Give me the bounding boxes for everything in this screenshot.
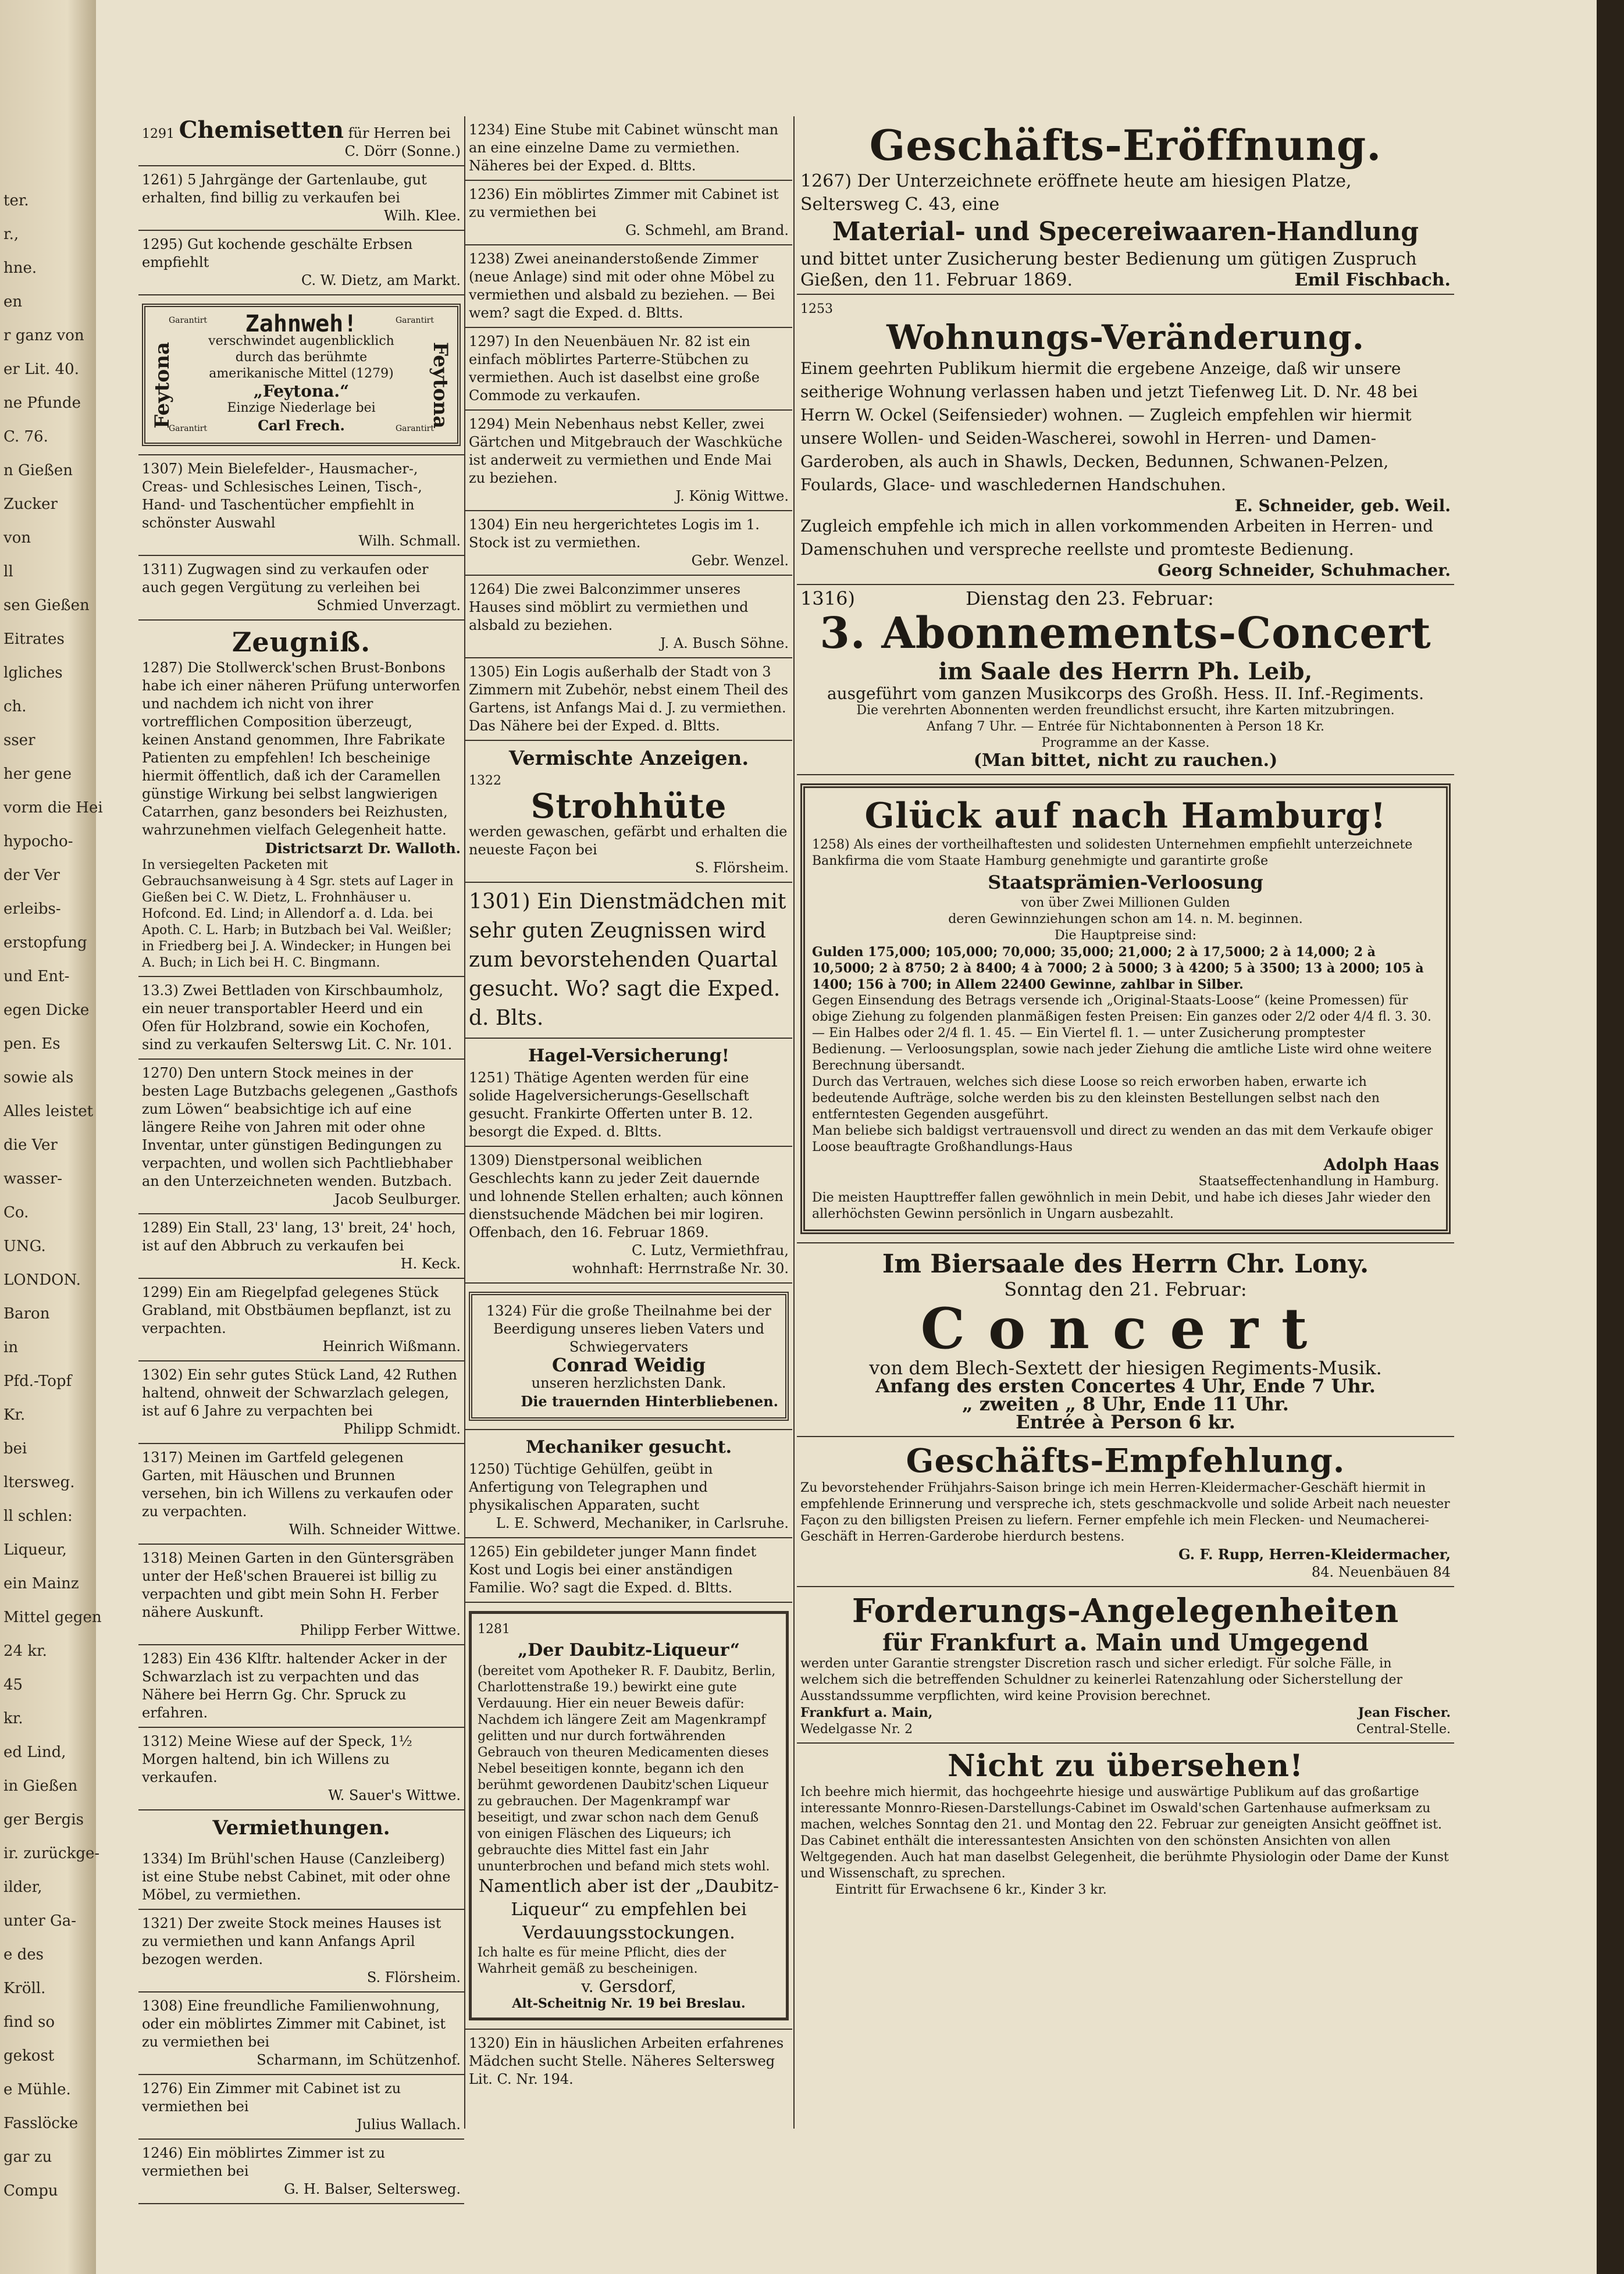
ad-signature: G. Schmehl, am Brand.	[625, 222, 789, 238]
ad-text: 1311) Zugwagen sind zu verkaufen oder auch gegen Vergütung zu verleihen bei	[142, 561, 429, 596]
strohhuete-head: Strohhüte	[530, 786, 727, 826]
stub-fragment: e des	[3, 1946, 44, 1963]
daubitz-highlight: Namentlich aber ist der „Daubitz-Liqueur“ zu empfehlen bei Verdauungsstockungen.	[478, 1876, 779, 1943]
stub-fragment: C. 76.	[3, 428, 48, 445]
forderungs-sub: für Frankfurt a. Main und Umgegend	[882, 1629, 1369, 1656]
ad-number: 1291	[142, 127, 174, 141]
ad-signature: C. Dörr (Sonne.)	[344, 143, 461, 159]
ad-number: 1322	[469, 774, 501, 788]
ad-signature: S. Flörsheim.	[695, 860, 789, 876]
stub-fragment: der Ver	[3, 867, 60, 884]
ad-item	[138, 2075, 464, 2140]
ad-signature: Central-Stelle.	[1356, 1722, 1451, 1737]
stub-fragment: Mittel gegen	[3, 1609, 102, 1626]
ad-date: Gießen, den 11. Februar 1869.	[800, 270, 1073, 290]
stub-fragment: hypocho-	[3, 833, 73, 850]
ad-signature: Emil Fischbach.	[1294, 270, 1451, 290]
ad-item	[465, 658, 792, 741]
ad-item	[138, 1845, 464, 1910]
zeugniss-stockists: In versiegelten Packeten mit Gebrauchsanweisung à 4 Sgr. stets auf Lager in Gießen bei C. W. Dietz, L. Frohnhäuser u. Hofcond. Ed. Lind; in Allendorf a. d. Lda. bei Apoth. C. L. Harb; in Butzbach bei Val. Weißler; in Friedberg bei J. A. Windecker; in Hungen bei A. Buch; in Lich bei H. C. Bingmann.	[142, 858, 454, 970]
stub-fragment: wasser-	[3, 1170, 63, 1188]
mechaniker-title: Mechaniker gesucht.	[525, 1437, 732, 1457]
ad-text: Eintritt für Erwachsene 6 kr., Kinder 3 kr.	[835, 1883, 1107, 1897]
eroeffnung-head: Material- und Specereiwaaren-Handlung	[832, 217, 1419, 247]
ad-text: 1299) Ein am Riegelpfad gelegenes Stück Grabland, mit Obstbäumen bepflanzt, ist zu verpachten.	[142, 1284, 451, 1336]
section-title: Vermischte Anzeigen.	[508, 747, 749, 770]
ad-text: Zugleich empfehle ich mich in allen vorkommenden Arbeiten in Herren- und Damenschuhen und verspreche reellste und promteste Bedienung.	[800, 516, 1434, 559]
ad-signature: Philipp Schmidt.	[343, 1421, 461, 1437]
ad-text: 1246) Ein möblirtes Zimmer ist zu vermiethen bei	[142, 2145, 386, 2179]
ad-text: (bereitet vom Apotheker R. F. Daubitz, Berlin, Charlottenstraße 19.) bewirkt eine gute Verdauung. Hier ein neuer Beweis dafür: Nachdem ich längere Zeit am Magenkrampf gelitten und nur durch fortwährenden Gebrauch von theuren Medicamenten dieses Nebel beseitigen konnte, begann ich den berühmt gewordenen Daubitz'schen Liqueur zu gebrauchen. Der Magenkrampf war beseitigt, und zwar schon nach dem Genuß von einigen Fläschen des Liqueurs; ich gebrauchte dies Mittel fast ein Jahr ununterbrochen und befand mich stets wohl.	[478, 1664, 776, 1874]
ad-text: (Man bittet, nicht zu rauchen.)	[973, 750, 1278, 771]
ad-text: 1234) Eine Stube mit Cabinet wünscht man an eine einzelne Dame zu vermiethen. Näheres bei der Exped. d. Bltts.	[469, 122, 779, 174]
stub-fragment: und Ent-	[3, 968, 70, 985]
stub-fragment: gar zu	[3, 2148, 52, 2166]
ad-signature: Die trauernden Hinterbliebenen.	[521, 1393, 778, 1410]
ad-signature: Gebr. Wenzel.	[691, 553, 789, 569]
hamburg-lottery: Staatsprämien-Verloosung	[988, 871, 1263, 893]
stub-fragment: erstopfung	[3, 934, 87, 951]
ad-item	[465, 576, 792, 658]
concert-title: 3. Abonnements-Concert	[820, 608, 1431, 658]
ads-group	[138, 166, 464, 295]
stub-fragment: ll schlen:	[3, 1507, 73, 1525]
stub-fragment: r ganz von	[3, 327, 84, 344]
stub-fragment: 45	[3, 1676, 23, 1694]
concert-place: im Saale des Herrn Ph. Leib,	[938, 658, 1313, 685]
ad-item	[138, 977, 464, 1060]
ad-strohhuete	[465, 741, 792, 883]
ad-text: Die Hauptpreise sind:	[1054, 928, 1197, 943]
stub-fragment: ter.	[3, 192, 29, 209]
ad-signature: G. F. Rupp, Herren-Kleidermacher,	[1178, 1546, 1451, 1563]
ad-signature: J. A. Busch Söhne.	[660, 635, 789, 651]
ad-text: werden unter Garantie strengster Discretion rasch und sicher erledigt. Für solche Fälle, in welchem sich die betreffenden Schuldner zu keinerlei Ratenzahlung oder Sicherstellung der Ausstandssumme verpflichten, wird keine Provision berechnet.	[800, 1656, 1403, 1703]
empfehlung-title: Geschäfts-Empfehlung.	[906, 1442, 1345, 1480]
ad-text: 1276) Ein Zimmer mit Cabinet ist zu vermiethen bei	[142, 2080, 401, 2115]
stub-fragment: find so	[3, 2013, 55, 2031]
stub-fragment: her gene	[3, 765, 72, 783]
stub-fragment: UNG.	[3, 1238, 46, 1255]
ad-text: 1321) Der zweite Stock meines Hauses ist zu vermiethen und kann Anfangs April bezogen werden.	[142, 1915, 441, 1968]
stub-fragment: die Ver	[3, 1136, 58, 1154]
stub-fragment: hne.	[3, 259, 37, 277]
stub-fragment: in	[3, 1339, 19, 1356]
ad-maedchen	[465, 2030, 792, 2093]
ad-text: 1308) Eine freundliche Familienwohnung, oder ein möblirtes Zimmer mit Cabinet, ist zu vermiethen bei	[142, 1998, 446, 2050]
eroeffnung-title: Geschäfts-Eröffnung.	[869, 120, 1382, 170]
book-edge	[1597, 0, 1624, 2274]
ad-abonnements-concert	[797, 585, 1454, 775]
concert-time: „ zweiten „ 8 Uhr, Ende 11 Uhr.	[962, 1393, 1289, 1415]
garantirt-label: Garantirt	[395, 316, 434, 325]
stub-fragment: Kr.	[3, 1406, 26, 1424]
column-rule	[793, 116, 795, 2129]
ad-title: Chemisetten	[179, 116, 344, 144]
ad-nicht-uebersehen	[797, 1744, 1454, 1903]
ad-text: und bittet unter Zusicherung bester Bedienung um gütigen Zuspruch	[800, 249, 1417, 269]
ad-text: von dem Blech-Sextett der hiesigen Regiments-Musik.	[869, 1357, 1382, 1379]
ad-item	[138, 1993, 464, 2075]
ad-text: 1307) Mein Bielefelder-, Hausmacher-, Creas- und Schlesisches Leinen, Tisch-, Hand- und Taschentücher empfiehlt in schönster Auswahl	[142, 461, 422, 531]
ad-text: Durch das Vertrauen, welches sich diese Loose so reich erworben haben, erwarte ich bedeutende Aufträge, solche werden bis zu den kleinsten Bestellungen selbst nach den entferntesten Gegenden ausgeführt.	[812, 1075, 1380, 1122]
column-2	[465, 116, 792, 2093]
stub-fragment: er Lit. 40.	[3, 361, 79, 378]
ad-item	[138, 1060, 464, 1214]
ad-signature: Wilh. Schneider Wittwe.	[289, 1521, 461, 1538]
stub-fragment: ger Bergis	[3, 1811, 84, 1829]
garantirt-label: Garantirt	[395, 424, 434, 433]
ad-text: Man beliebe sich baldigst vertrauensvoll und direct zu wenden an das mit dem Verkaufe obiger Loose beauftragte Großhandlungs-Haus	[812, 1124, 1433, 1154]
ad-item	[465, 511, 792, 576]
ad-daubitz	[465, 1603, 792, 2030]
feytona-vertical-right: Feytona	[429, 342, 452, 429]
stub-fragment: egen Dicke	[3, 1001, 90, 1019]
ad-item	[138, 1361, 464, 1444]
ad-text: Zu bevorstehender Frühjahrs-Saison bringe ich mein Herren-Kleidermacher-Geschäft hiermit in empfehlende Erinnerung und verspreche ich, stets geschmackvolle und solide Arbeit nach neuester Façon zu den billigsten Preisen zu liefern. Ferner empfehle ich mein Flecken- und Neumacherei-Geschäft in Herren-Garderobe hierdurch bestens.	[800, 1481, 1450, 1544]
ad-wohnung	[797, 295, 1454, 585]
ad-danksagung	[465, 1284, 792, 1430]
ad-address: Wedelgasse Nr. 2	[800, 1722, 913, 1737]
ad-text: von über Zwei Millionen Gulden	[1021, 896, 1230, 910]
ad-item	[138, 1645, 464, 1728]
ad-number: 1253	[800, 302, 833, 316]
ad-item	[465, 181, 792, 245]
stub-fragment: unter Ga-	[3, 1912, 77, 1930]
stub-fragment: ltersweg.	[3, 1474, 75, 1491]
zahnweh-body: verschwindet augenblicklich durch das berühmte amerikanische Mittel (1279)	[208, 334, 394, 381]
ad-signature: Adolph Haas	[1323, 1155, 1439, 1174]
ad-item	[138, 1444, 464, 1545]
concert-date: Sonntag den 21. Februar:	[1004, 1278, 1247, 1300]
ad-signature: Georg Schneider, Schuhmacher.	[1158, 561, 1451, 580]
ad-item	[138, 1728, 464, 1810]
stub-fragment: Compu	[3, 2182, 58, 2200]
ad-biersaal-concert	[797, 1243, 1454, 1437]
stub-fragment: Fasslöcke	[3, 2115, 79, 2132]
ad-item	[138, 2140, 464, 2204]
ad-text: 1312) Meine Wiese auf der Speck, 1½ Morgen haltend, bin ich Willens zu verkaufen.	[142, 1733, 412, 1785]
ad-signature: H. Keck.	[400, 1256, 461, 1272]
ad-item	[138, 231, 464, 295]
column-3	[797, 116, 1454, 1903]
feytona-vertical-left: Feytona	[151, 342, 174, 429]
ad-forderungs	[797, 1587, 1454, 1744]
ad-text: 1250) Tüchtige Gehülfen, geübt in Anfertigung von Telegraphen und physikalischen Apparaten, sucht	[469, 1461, 713, 1513]
ad-text: 1283) Ein 436 Klftr. haltender Acker in der Schwarzlach ist zu verpachten und das Nähere bei Herrn Gg. Chr. Spruck zu erfahren.	[142, 1651, 447, 1721]
ad-signature: J. König Wittwe.	[675, 488, 789, 504]
ad-text: Anfang 7 Uhr. — Entrée für Nichtabonnenten à Person 18 Kr.	[926, 719, 1325, 734]
stub-fragment: sen Gießen	[3, 597, 90, 614]
stub-fragment: Zucker	[3, 496, 58, 513]
ad-signature: Heinrich Wißmann.	[322, 1338, 461, 1355]
ad-eroeffnung	[797, 116, 1454, 295]
ad-number: 1316)	[800, 587, 855, 610]
ads-group	[465, 116, 792, 741]
ad-text: deren Gewinnziehungen schon am 14. n. M. beginnen.	[948, 912, 1303, 926]
ad-signature: W. Sauer's Wittwe.	[328, 1787, 461, 1803]
ad-text: 1301) Ein Dienstmädchen mit sehr guten Zeugnissen wird zum bevorstehenden Quartal gesucht. Wo? sagt die Exped. d. Blts.	[469, 890, 786, 1030]
ad-zahnweh	[138, 295, 464, 455]
ad-text: Die meisten Haupttreffer fallen gewöhnlich in mein Debit, und habe ich dieses Jahr wieder den allerhöchsten Gewinn persönlich in Ungarn ausbezahlt.	[812, 1191, 1431, 1221]
stub-fragment: ir. zurückge-	[3, 1845, 100, 1862]
stub-fragment: ed Lind,	[3, 1744, 66, 1761]
ad-text: für Herren bei	[348, 125, 451, 141]
ad-kost	[465, 1538, 792, 1603]
dank-name: Conrad Weidig	[552, 1354, 706, 1376]
ad-number: 1281	[478, 1622, 510, 1637]
ad-text: 1294) Mein Nebenhaus nebst Keller, zwei Gärtchen und Mitgebrauch der Waschküche ist anderweit zu vermiethen und Ende Mai zu beziehen.	[469, 416, 783, 486]
ad-text: 1297) In den Neuenbäuen Nr. 82 ist ein einfach möblirtes Parterre-Stübchen zu vermiethen. Auch ist daselbst eine große Commode zu verkaufen.	[469, 333, 760, 404]
concert-place: Im Biersaale des Herrn Chr. Lony.	[882, 1249, 1369, 1279]
ad-item	[465, 411, 792, 511]
ad-hamburg	[797, 775, 1454, 1243]
stub-fragment: ilder,	[3, 1879, 42, 1896]
stub-fragment: bei	[3, 1440, 27, 1457]
garantirt-label: Garantirt	[169, 316, 208, 325]
stub-fragment: e Mühle.	[3, 2081, 71, 2098]
ads-group	[138, 455, 464, 621]
stub-fragment: LONDON.	[3, 1271, 81, 1289]
ad-item	[138, 556, 464, 621]
ads-group	[138, 977, 464, 1810]
ad-text: 1265) Ein gebildeter junger Mann findet Kost und Logis bei einer anständigen Familie. Wo? sagt die Exped. d. Bltts.	[469, 1544, 757, 1596]
ad-signature: Philipp Ferber Wittwe.	[300, 1622, 461, 1638]
ad-item	[138, 1910, 464, 1993]
stub-fragment: pen. Es	[3, 1035, 60, 1053]
ad-signature: wohnhaft: Herrnstraße Nr. 30.	[572, 1260, 789, 1277]
ad-text: 1320) Ein in häuslichen Arbeiten erfahrenes Mädchen sucht Stelle. Näheres Seltersweg Lit. C. Nr. 194.	[469, 2035, 784, 2087]
ad-signature: Julius Wallach.	[357, 2116, 461, 2133]
concert-title: Concert	[920, 1296, 1331, 1361]
zahnweh-storename: Carl Frech.	[258, 417, 345, 434]
ads-group	[138, 1845, 464, 2204]
concert-date: Dienstag den 23. Februar:	[966, 587, 1214, 610]
zahnweh-store: Einzige Niederlage bei	[227, 401, 376, 415]
ad-signature: Scharmann, im Schützenhof.	[257, 2052, 461, 2068]
stub-fragment: erleibs-	[3, 900, 61, 918]
ad-text: Einem geehrten Publikum hiermit die ergebene Anzeige, daß wir unsere seitherige Wohnung verlassen haben und jetzt Tiefenweg Lit. D. Nr. 48 bei Herrn W. Ockel (Seifensieder) wohnen. — Zugleich empfehlen wir hiermit unsere Wollen- und Seiden-Wascherei, sowohl in Herren- und Damen-Garderoben, als auch in Shawls, Decken, Bedunnen, Schwanen-Pelzen, Foulards, Glace- und waschledernen Handschuhen.	[800, 359, 1418, 494]
ad-text: 1238) Zwei aneinanderstoßende Zimmer (neue Anlage) sind mit oder ohne Möbel zu vermiethen und alsbald zu beziehen. — Bei wem? sagt die Exped. d. Bltts.	[469, 251, 775, 321]
ad-text: 1295) Gut kochende geschälte Erbsen empfiehlt	[142, 236, 413, 270]
section-vermiethungen	[138, 1810, 464, 1845]
stub-fragment: ch.	[3, 698, 27, 715]
ad-text: 1334) Im Brühl'schen Hause (Canzleiberg) ist eine Stube nebst Cabinet, mit oder ohne Möbel, zu vermiethen.	[142, 1851, 451, 1903]
stub-fragment: sowie als	[3, 1069, 74, 1086]
stub-fragment: Liqueur,	[3, 1541, 67, 1559]
ad-text: 1236) Ein möblirtes Zimmer mit Cabinet ist zu vermiethen bei	[469, 186, 779, 220]
hamburg-title: Glück auf nach Hamburg!	[864, 796, 1387, 836]
ad-dienstmaedchen	[465, 883, 792, 1039]
ad-chemisetten	[138, 116, 464, 166]
stub-fragment: von	[3, 529, 31, 547]
ad-text: 1304) Ein neu hergerichtetes Logis im 1. Stock ist zu vermiethen.	[469, 516, 760, 551]
ad-signature: Wilh. Schmall.	[358, 533, 461, 549]
ad-signature: v. Gersdorf,	[581, 1977, 676, 1996]
ad-text: Die verehrten Abonnenten werden freundlichst ersucht, ihre Karten mitzubringen.	[856, 703, 1395, 718]
nicht-title: Nicht zu übersehen!	[948, 1748, 1304, 1784]
daubitz-title: „Der Daubitz-Liqueur“	[518, 1640, 740, 1660]
stub-fragment: Alles leistet	[3, 1103, 94, 1120]
concert-entry: Entrée à Person 6 kr.	[1016, 1411, 1235, 1433]
ad-address: 84. Neuenbäuen 84	[1311, 1564, 1451, 1580]
stub-fragment: r.,	[3, 226, 19, 243]
hagel-title: Hagel-Versicherung!	[528, 1046, 729, 1066]
stub-fragment: Co.	[3, 1204, 29, 1221]
stub-fragment: vorm die Hei	[3, 799, 103, 817]
zeugniss-signature: Districtsarzt Dr. Walloth.	[265, 840, 461, 857]
ad-text: 1264) Die zwei Balconzimmer unseres Hauses sind möblirt zu vermiethen und alsbald zu beziehen.	[469, 581, 749, 633]
ad-dienstpersonal	[465, 1147, 792, 1284]
ad-text: 1324) Für die große Theilnahme bei der Beerdigung unseres lieben Vaters und Schwiegervaters	[486, 1303, 772, 1355]
stub-fragment: sser	[3, 732, 35, 749]
ad-text: 1318) Meinen Garten in den Güntersgräben unter der Heß'schen Brauerei ist billig zu verpachten und gibt mein Sohn H. Ferber nähere Auskunft.	[142, 1550, 454, 1620]
ad-city: Frankfurt a. Main,	[800, 1705, 933, 1720]
ad-item	[138, 1545, 464, 1645]
ad-item	[465, 328, 792, 411]
stub-fragment: lgliches	[3, 664, 63, 682]
ad-text: Ich beehre mich hiermit, das hochgeehrte hiesige und auswärtige Publikum auf das großartige interessante Monnro-Riesen-Darstellungs-Cabinet im Oswald'schen Gartenhause aufmerksam zu machen, welches Sonntag den 21. und Montag den 22. Februar zur geneigten Ansicht geöffnet ist. Das Cabinet enthält die interessantesten Ansichten von den schönsten Ansichten von allen Weltgegenden. Auch hat man daselbst Gelegenheit, die berühmte Physiologin oder Dame der Kunst und Wissenschaft, zu sprechen.	[800, 1785, 1449, 1881]
forderungs-title: Forderungs-Angelegenheiten	[852, 1592, 1399, 1630]
ad-signature: Wilh. Klee.	[384, 208, 461, 224]
stub-fragment: Pfd.-Topf	[3, 1373, 72, 1390]
ad-signature: C. W. Dietz, am Markt.	[301, 272, 461, 288]
ad-text: 1289) Ein Stall, 23' lang, 13' breit, 24' hoch, ist auf den Abbruch zu verkaufen bei	[142, 1220, 456, 1254]
zahnweh-product: „Feytona.“	[253, 382, 350, 401]
ad-signature: C. Lutz, Vermiethfrau,	[632, 1242, 789, 1259]
wohnung-title: Wohnungs-Veränderung.	[886, 318, 1365, 357]
ad-item	[138, 1214, 464, 1279]
stub-fragment: en	[3, 293, 23, 311]
stub-fragment: ein Mainz	[3, 1575, 79, 1592]
stub-fragment: gekost	[3, 2047, 55, 2065]
ad-signature: L. E. Schwerd, Mechaniker, in Carlsruhe.	[496, 1515, 789, 1531]
stub-fragment: in Gießen	[3, 1777, 78, 1795]
ad-item	[465, 116, 792, 181]
ad-item	[138, 1279, 464, 1361]
stub-fragment: n Gießen	[3, 462, 73, 479]
ad-mechaniker	[465, 1430, 792, 1538]
zahnweh-title: Zahnweh!	[245, 311, 358, 337]
ad-text: 1267) Der Unterzeichnete eröffnete heute am hiesigen Platze, Seltersweg C. 43, eine	[800, 171, 1352, 215]
ad-item	[138, 166, 464, 231]
ad-text: 1305) Ein Logis außerhalb der Stadt von 3 Zimmern mit Zubehör, nebst einem Theil des Gartens, ist Anfangs Mai d. J. zu vermiethen. Das Nähere bei der Exped. d. Bltts.	[469, 664, 789, 734]
column-1	[138, 116, 464, 2204]
ad-text: Programme an der Kasse.	[1041, 736, 1210, 750]
ad-item	[465, 245, 792, 328]
ad-signature: Staatseffectenhandlung in Hamburg.	[1198, 1174, 1439, 1189]
ad-signature: Schmied Unverzagt.	[316, 597, 461, 614]
garantirt-label: Garantirt	[169, 424, 208, 433]
stub-fragment: ll	[3, 563, 13, 580]
section-title: Vermiethungen.	[212, 1816, 390, 1840]
ad-signature: S. Flörsheim.	[366, 1969, 461, 1986]
ad-item	[138, 455, 464, 556]
stub-fragment: kr.	[3, 1710, 23, 1727]
hamburg-prizes: Gulden 175,000; 105,000; 70,000; 35,000; 21,000; 2 à 17,5000; 2 à 14,000; 2 à 10,5000; 2 à 8750; 2 à 8400; 4 à 7000; 2 à 5000; 3 à 4200; 5 à 3500; 13 à 2000; 105 à 1400; 156 à 700; in Allem 22400 Gewinne, zahlbar in Silber.	[812, 944, 1424, 992]
ad-hagel	[465, 1039, 792, 1147]
ad-signature: Jean Fischer.	[1358, 1705, 1451, 1720]
ad-text: unseren herzlichsten Dank.	[531, 1375, 726, 1391]
ad-text: werden gewaschen, gefärbt und erhalten die neueste Façon bei	[469, 824, 788, 858]
concert-time: Anfang des ersten Concertes 4 Uhr, Ende 7 Uhr.	[875, 1375, 1376, 1397]
ad-signature: G. H. Balser, Seltersweg.	[284, 2181, 461, 2197]
ad-text: Ich halte es für meine Pflicht, dies der Wahrheit gemäß zu bescheinigen.	[478, 1945, 726, 1976]
ad-text: 1317) Meinen im Gartfeld gelegenen Garten, mit Häuschen und Brunnen versehen, bin ich Willens zu verkaufen oder zu verpachten.	[142, 1449, 453, 1520]
stub-fragment: Baron	[3, 1305, 50, 1323]
ad-signature: Jacob Seulburger.	[334, 1191, 461, 1207]
ad-zeugniss	[138, 621, 464, 977]
stub-fragment: Eitrates	[3, 630, 65, 648]
ad-empfehlung	[797, 1437, 1454, 1587]
ad-text: 1270) Den untern Stock meines in der besten Lage Butzbachs gelegenen „Gasthofs zum Löwen“ beabsichtige ich auf eine längere Reihe von Jahren mit oder ohne Inventar, unter günstigen Bedingungen zu verpachten, und wollen sich Pachtliebhaber an den Unterzeichneten wenden. Butzbach.	[142, 1065, 458, 1189]
ad-text: 1258) Als eines der vortheilhaftesten und solidesten Unternehmen empfiehlt unterzeichnete Bankfirma die vom Staate Hamburg genehmigte und garantirte große	[812, 837, 1413, 868]
ad-signature: E. Schneider, geb. Weil.	[1234, 496, 1451, 515]
ad-text: 13.3) Zwei Bettladen von Kirschbaumholz, ein neuer transportabler Heerd und ein Ofen für Holzbrand, sowie ein Kochofen, sind zu verkaufen Selterswg Lit. C. Nr. 101.	[142, 982, 453, 1053]
stub-fragment: 24 kr.	[3, 1642, 47, 1660]
ad-text: 1261) 5 Jahrgänge der Gartenlaube, gut erhalten, find billig zu verkaufen bei	[142, 172, 427, 206]
ad-text: 1302) Ein sehr gutes Stück Land, 42 Ruthen haltend, ohnweit der Schwarzlach gelegen, ist auf 6 Jahre zu verpachten bei	[142, 1367, 457, 1419]
ad-text: 1309) Dienstpersonal weiblichen Geschlechts kann zu jeder Zeit dauernde und lohnende Stellen erhalten; auch können dienstsuchende Mädchen bei mir logiren. Offenbach, den 16. Februar 1869.	[469, 1152, 783, 1241]
ad-text: ausgeführt vom ganzen Musikcorps des Großh. Hess. II. Inf.-Regiments.	[827, 684, 1424, 703]
stub-fragment: Kröll.	[3, 1980, 46, 1997]
zeugniss-body: 1287) Die Stollwerck'schen Brust-Bonbons habe ich einer näheren Prüfung unterworfen und nachdem ich nicht von ihrer vortrefflichen Composition überzeugt, keinen Anstand genommen, Ihre Fabrikate Patienten zu empfehlen! Ich bescheinige hiermit öffentlich, daß ich der Caramellen günstige Wirkung bei selbst langwierigen Catarrhen, ganz besonders bei Reizhusten, wahrzunehmen vielfach Gelegenheit hatte.	[142, 660, 461, 838]
ad-text: 1251) Thätige Agenten werden für eine solide Hagelversicherungs-Gesellschaft gesucht. Frankirte Offerten unter B. 12. besorgt die Exped. d. Bltts.	[469, 1070, 753, 1140]
ad-address: Alt-Scheitnig Nr. 19 bei Breslau.	[512, 1996, 746, 2011]
stub-fragment: ne Pfunde	[3, 394, 81, 412]
zeugniss-title: Zeugniß.	[232, 626, 371, 658]
ad-text: Gegen Einsendung des Betrags versende ich „Original-Staats-Loose“ (keine Promessen) für obige Ziehung zu folgenden planmäßigen festen Preisen: Ein ganzes oder 2/2 oder 4/4 fl. 3. 30. — Ein Halbes oder 2/4 fl. 1. 45. — Ein Viertel fl. 1. — unter Zusicherung promptester Bedienung. — Verloosungsplan, sowie nach jeder Ziehung die amtliche Liste wird ohne weitere Berechnung übersandt.	[812, 993, 1432, 1073]
